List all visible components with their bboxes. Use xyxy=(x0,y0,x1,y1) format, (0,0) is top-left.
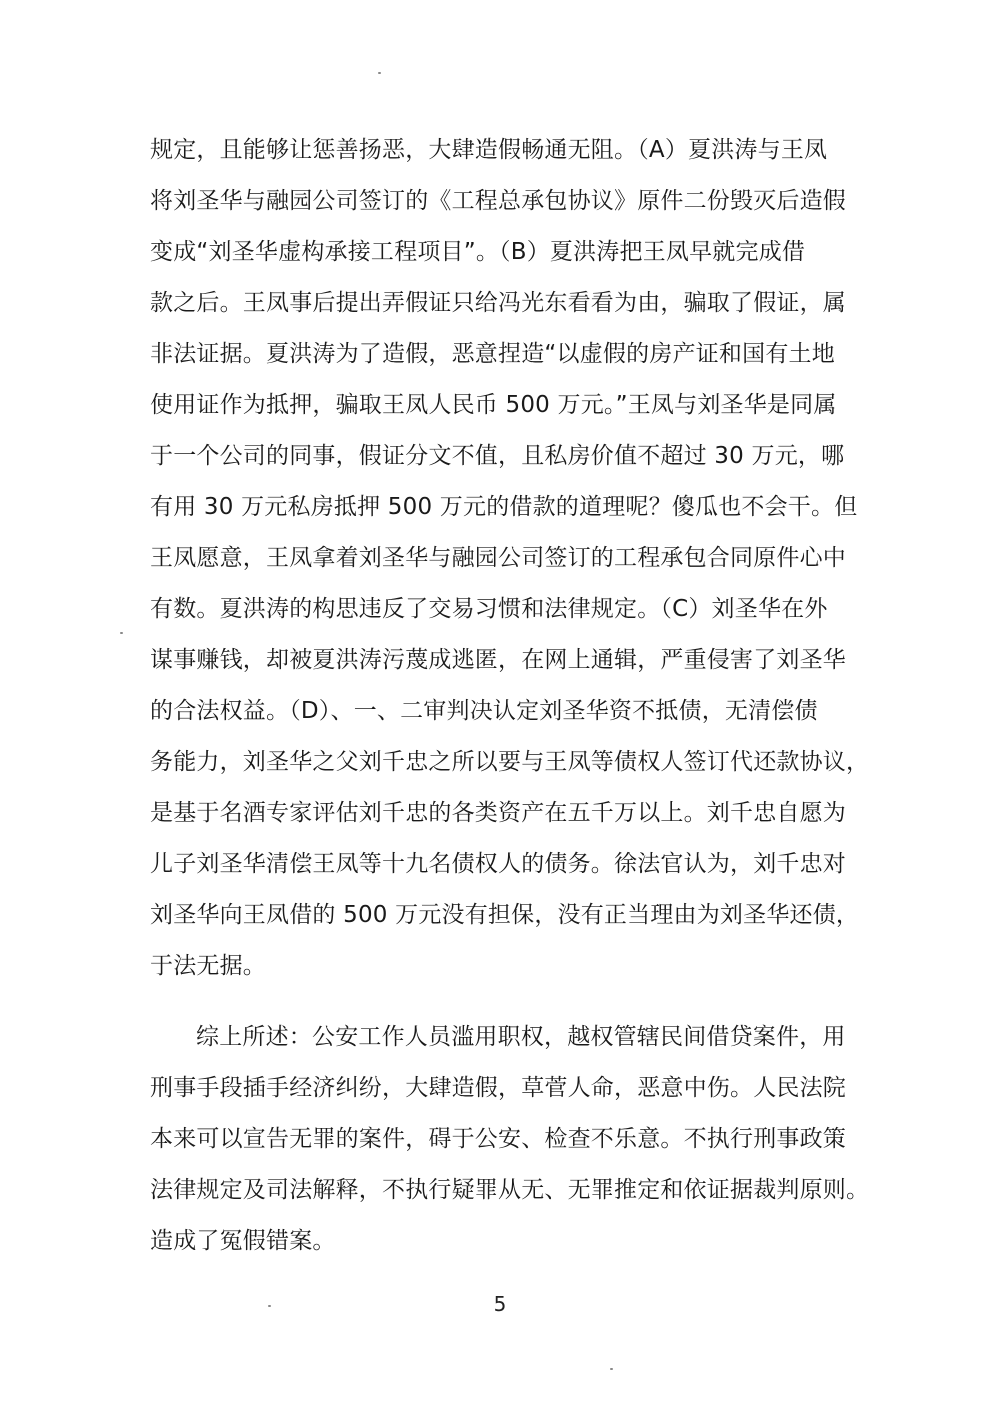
text-line: 非法证据。夏洪涛为了造假，恶意捏造“以虚假的房产证和国有土地 xyxy=(150,341,835,367)
text-line: 刘圣华向王凤借的 500 万元没有担保，没有正当理由为刘圣华还债， xyxy=(150,902,860,928)
text-line: 法律规定及司法解释，不执行疑罪从无、无罪推定和依证据裁判原则。 xyxy=(150,1177,870,1203)
page-number: 5 xyxy=(493,1292,507,1316)
text-line: 务能力，刘圣华之父刘千忠之所以要与王凤等债权人签订代还款协议， xyxy=(150,749,870,775)
text-line: 刑事手段插手经济纠纷，大肆造假，草菅人命，恶意中伤。人民法院 xyxy=(150,1075,846,1101)
text-line: 本来可以宣告无罪的案件，碍于公安、检查不乐意。不执行刑事政策 xyxy=(150,1126,846,1152)
text-line: 于一个公司的同事，假证分文不值，且私房价值不超过 30 万元，哪 xyxy=(150,443,845,469)
body-text xyxy=(150,125,870,1267)
text-line: 有用 30 万元私房抵押 500 万元的借款的道理呢？傻瓜也不会干。但 xyxy=(150,494,858,520)
paragraph-gap xyxy=(150,992,862,1012)
text-line: 使用证作为抵押，骗取王凤人民币 500 万元。”王凤与刘圣华是同属 xyxy=(150,392,837,418)
text-line: 造成了冤假错案。 xyxy=(150,1228,336,1254)
text-line: 于法无据。 xyxy=(150,953,266,979)
scan-speck xyxy=(378,72,381,74)
text-line: 王凤愿意，王凤拿着刘圣华与融园公司签订的工程承包合同原件心中 xyxy=(150,545,846,571)
scan-speck xyxy=(120,632,123,634)
scan-speck xyxy=(610,1368,613,1370)
text-line: 谋事赚钱，却被夏洪涛污蔑成逃匿，在网上通辑，严重侵害了刘圣华 xyxy=(150,647,846,673)
text-line: 是基于名酒专家评估刘千忠的各类资产在五千万以上。刘千忠自愿为 xyxy=(150,800,846,826)
text-line: 的合法权益。（D）、一、二审判决认定刘圣华资不抵债，无清偿债 xyxy=(150,698,818,724)
text-line: 综上所述：公安工作人员滥用职权，越权管辖民间借贷案件，用 xyxy=(196,1024,846,1050)
text-line: 规定，且能够让惩善扬恶，大肆造假畅通无阻。（A）夏洪涛与王凤 xyxy=(150,137,828,163)
text-line: 有数。夏洪涛的构思违反了交易习惯和法律规定。（C）刘圣华在外 xyxy=(150,596,828,622)
text-line: 变成“刘圣华虚构承接工程项目”。（B）夏洪涛把王凤早就完成借 xyxy=(150,239,806,265)
text-line: 儿子刘圣华清偿王凤等十九名债权人的债务。徐法官认为，刘千忠对 xyxy=(150,851,846,877)
text-line: 款之后。王凤事后提出弄假证只给冯光东看看为由，骗取了假证，属 xyxy=(150,290,846,316)
text-line: 将刘圣华与融园公司签订的《工程总承包协议》原件二份毁灭后造假 xyxy=(150,188,846,214)
scan-speck xyxy=(268,1305,271,1307)
